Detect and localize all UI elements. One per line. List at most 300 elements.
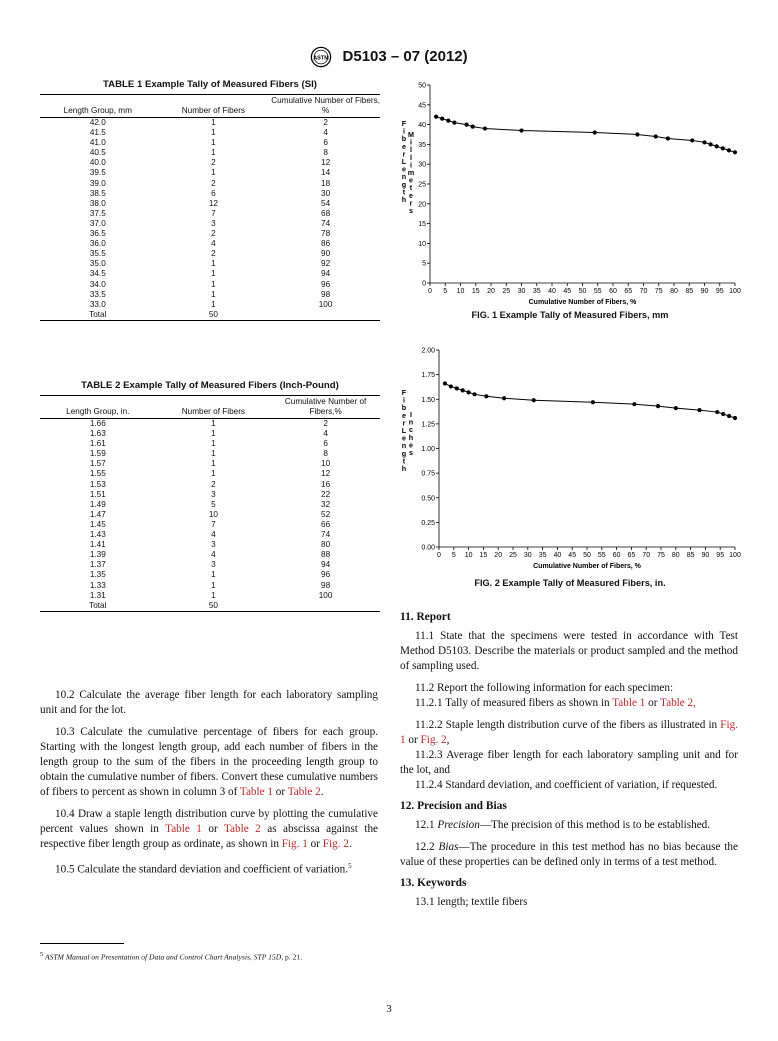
y-tick-label: 0.00 [421,544,435,552]
figure-2-chart [395,343,745,569]
cumulative-cell: 98 [321,580,331,590]
link-table-1[interactable]: Table 1 [239,786,273,798]
x-tick-label: 60 [612,552,621,559]
count-cell: 1 [211,148,216,158]
link-fig-2[interactable]: Fig. 2 [322,838,349,850]
y-axis-label-char: e [409,190,413,200]
count-cell: 1 [211,289,216,299]
x-tick-label: 80 [670,288,678,295]
paragraph-12-2-term: Bias [438,841,459,853]
data-point [656,404,660,408]
length-cell: 1.55 [89,469,106,479]
count-cell: 1 [211,429,216,439]
data-point [467,390,471,394]
data-point [465,123,469,127]
link-table-2[interactable]: Table 2 [223,823,261,835]
x-tick-label: 15 [479,552,488,559]
page-header [0,46,778,68]
length-cell: 39.0 [89,178,106,188]
cumulative-cell: 32 [321,499,331,509]
table-row [40,128,380,138]
length-cell: 34.5 [89,269,106,279]
data-point [502,396,506,400]
text-period: . [348,838,352,850]
x-axis-label: Cumulative Number of Fibers, % [533,563,641,570]
table-row [40,591,380,601]
paragraph-10-5-text: 10.5 Calculate the standard deviation and coefficient of variation. [55,863,349,876]
table-2-header-length: Length Group, in. [40,396,156,419]
count-cell: 1 [211,449,216,459]
count-cell: 1 [211,570,216,580]
table-row [40,530,380,540]
x-tick-label: 45 [568,552,577,559]
x-axis-label: Cumulative Number of Fibers, % [528,299,637,306]
paragraph-11-2-text: 11.2 Report the following information for each specimen: [415,682,674,694]
table-1-block [40,79,380,321]
count-cell: 1 [211,259,216,269]
length-cell: 1.39 [89,550,106,560]
x-tick-label: 75 [657,552,665,559]
x-tick-label: 65 [627,552,636,559]
length-cell: 1.31 [89,590,106,600]
count-cell: 1 [211,269,216,279]
x-tick-label: 50 [583,552,591,559]
length-cell: 35.5 [89,249,106,259]
y-tick-label: 0.50 [421,495,435,503]
data-series-line [445,383,735,417]
y-axis-label-char: l [410,152,412,162]
cumulative-cell: 12 [321,469,331,479]
count-cell: 4 [211,550,216,560]
length-cell: 1.47 [89,509,106,519]
y-tick-label: 50 [418,82,426,90]
y-axis-label-char: F [401,388,407,397]
y-axis-label-char: b [401,403,407,413]
y-tick-label: 45 [418,102,426,110]
table-row [40,239,380,249]
data-point [446,119,450,123]
cumulative-cell: 30 [321,188,331,198]
cumulative-cell: 18 [321,178,331,188]
svg-text:ASTM: ASTM [313,55,330,62]
table-1-body [40,118,380,321]
y-axis-label-char: m [407,168,415,177]
y-axis-label-char: r [402,418,406,428]
y-axis-label-char: g [401,179,407,189]
link-table-2[interactable]: Table 2 [660,697,694,709]
x-tick-label: 40 [553,552,562,559]
cumulative-cell: 86 [321,239,331,249]
x-tick-label: 0 [437,552,441,559]
paragraph-11-2 [400,681,738,696]
x-tick-label: 5 [451,552,456,559]
table-row [40,199,380,209]
table-row [40,469,380,479]
footnote-number: 5 [40,951,44,958]
y-axis-label-char: i [403,395,405,405]
cumulative-cell: 96 [321,279,331,289]
cumulative-cell: 78 [321,229,331,239]
x-tick-label: 95 [716,552,725,559]
data-point [690,138,694,142]
cumulative-cell: 8 [323,449,328,459]
length-cell: 39.5 [89,168,106,178]
table-2-header-cumulative: Cumulative Number of Fibers,% [271,396,380,419]
cumulative-cell: 2 [323,118,328,127]
cumulative-cell: 2 [323,419,328,428]
paragraph-12-2 [400,840,738,870]
link-table-1[interactable]: Table 1 [165,823,202,835]
data-point [440,117,444,121]
y-axis-label-char: b [401,134,407,144]
data-point [455,386,459,390]
data-point [472,392,476,396]
text-comma: , [446,734,450,746]
paragraph-12-1-number: 12.1 [415,819,438,831]
cumulative-cell: 10 [321,459,331,469]
y-tick-label: 0 [422,280,426,288]
y-tick-label: 15 [418,221,426,229]
text-period: . [320,786,324,798]
paragraph-12-2-text: —The procedure in this test method has no bias because the value of these properties can be defined only in terms of a test method. [400,841,738,868]
y-axis-label-char: e [402,410,406,420]
cumulative-cell: 8 [323,148,328,158]
length-cell: 1.45 [89,519,106,529]
x-tick-label: 100 [729,552,741,559]
y-tick-label: 10 [418,240,426,248]
cumulative-cell: 16 [321,479,331,489]
paragraph-12-1-text: —The precision of this method is to be established. [479,819,711,831]
x-tick-label: 75 [654,288,663,295]
length-cell: 1.35 [89,570,106,580]
y-axis-label-char: n [408,417,414,427]
table-row [40,179,380,189]
count-cell: 1 [211,138,216,148]
text-or: or [201,823,224,835]
x-tick-label: 25 [502,288,511,295]
count-cell: 7 [211,208,216,218]
y-axis-label-char: s [409,448,413,457]
link-table-1[interactable]: Table 1 [612,697,646,709]
x-tick-label: 70 [642,552,651,559]
cumulative-cell: 94 [321,560,331,570]
y-axis-label-char: i [410,137,412,147]
paragraph-11-2-2-text: 11.2.2 Staple length distribution curve of the fibers as illustrated in [415,719,721,731]
data-point [715,144,719,148]
length-cell: 38.5 [89,188,106,198]
table-row [40,429,380,439]
y-axis-label-char: t [402,456,406,466]
data-point [674,406,678,410]
y-tick-label: 35 [418,141,426,149]
length-cell: 40.0 [89,158,106,168]
y-axis-label-char: e [402,433,406,443]
count-cell: 1 [211,128,216,138]
table-total-row [40,601,380,612]
length-cell: 36.5 [89,229,106,239]
table-row [40,118,380,129]
count-cell: 1 [211,299,216,309]
paragraph-13-1-text: 13.1 length; textile fibers [415,896,528,908]
cumulative-cell: 100 [318,590,333,600]
data-point [461,388,465,392]
table-2 [40,395,380,612]
length-cell: 33.5 [89,289,106,299]
cumulative-cell: 80 [321,540,331,550]
cumulative-cell: 4 [323,128,328,138]
y-axis-label-char: e [402,141,406,151]
table-row [40,510,380,520]
count-cell: 2 [211,158,216,168]
table-row [40,290,380,300]
paragraph-12-1 [400,818,738,833]
x-tick-label: 55 [597,552,606,559]
data-point [635,132,639,136]
link-fig-1[interactable]: Fig. 1 [281,838,308,850]
length-cell: 35.0 [89,259,106,269]
paragraph-10-4-text: 10.4 Draw a staple length distribution curve by plotting the cumulative percent values shown in [40,808,378,835]
link-fig-1[interactable]: Fig. 1 [400,719,738,746]
x-tick-label: 10 [456,288,465,295]
footnote-rule [40,943,124,944]
table-row [40,219,380,229]
count-cell: 10 [208,509,218,519]
x-tick-label: 30 [523,552,532,559]
length-cell: 37.5 [89,208,106,218]
count-cell: 7 [211,519,216,529]
table-1-header-length: Length Group, mm [40,95,156,118]
cumulative-cell: 74 [321,530,331,540]
length-cell: 38.0 [89,198,106,208]
length-cell: 1.57 [89,459,106,469]
y-axis-label-char: g [401,448,407,458]
data-point [721,146,725,150]
table-row [40,581,380,591]
count-cell: 3 [211,560,216,570]
data-point [452,121,456,125]
length-cell: 40.5 [89,148,106,158]
length-cell: 1.41 [89,540,106,550]
x-tick-label: 50 [578,288,587,295]
text-or: or [645,697,661,709]
data-point [666,136,670,140]
length-cell: 34.0 [89,279,106,289]
cumulative-cell: 88 [321,550,331,560]
length-cell: 1.53 [89,479,106,489]
x-tick-label: 35 [532,288,541,295]
cumulative-cell: 12 [321,158,331,168]
x-tick-label: 55 [593,288,602,295]
paragraph-11-2-4-text: 11.2.4 Standard deviation, and coefficient of variation, if requested. [415,779,718,791]
section-11-heading: 11. Report [400,611,451,623]
x-tick-label: 20 [487,288,495,295]
y-axis-label-char: L [401,426,407,435]
paragraph-11-2-1-text: 11.2.1 Tally of measured fibers as shown in [415,697,613,709]
link-table-2[interactable]: Table 2 [287,786,321,798]
length-cell: 1.66 [89,419,106,428]
length-cell: 41.0 [89,138,106,148]
paragraph-11-2-2 [400,718,738,748]
x-tick-label: 60 [609,288,617,295]
table-row [40,280,380,290]
table-row [40,570,380,580]
x-tick-label: 80 [671,552,680,559]
y-axis-label-char: M [408,130,414,139]
x-tick-label: 90 [701,552,710,559]
text-or: or [307,838,323,850]
cumulative-cell: 4 [323,429,328,439]
cumulative-cell: 68 [321,208,331,218]
cumulative-cell: 14 [321,168,331,178]
x-tick-label: 70 [639,288,648,295]
count-cell: 2 [211,479,216,489]
data-point [484,394,488,398]
astm-logo-icon [310,46,332,68]
y-axis-label-char: i [410,160,412,170]
y-tick-label: 2.00 [421,347,435,355]
figure-1-caption: FIG. 1 Example Tally of Measured Fibers, mm [471,310,669,320]
table-row [40,269,380,279]
table-2-header-number: Number of Fibers [156,396,272,419]
table-2-block [40,380,380,612]
cumulative-cell: 6 [323,439,328,449]
paragraph-11-2-1 [400,696,738,711]
table-row [40,480,380,490]
table-row [40,520,380,530]
y-axis-label-char: e [409,440,413,450]
data-point [697,408,701,412]
length-cell: 1.49 [89,499,106,509]
table-row [40,148,380,158]
footnote [40,950,378,963]
length-cell: 1.63 [89,429,106,439]
y-axis-label-char: h [408,432,414,442]
table-row [40,300,380,310]
y-axis-label-char: r [402,149,406,159]
table-row [40,259,380,269]
cumulative-cell: 94 [321,269,331,279]
x-tick-label: 85 [685,288,694,295]
paragraph-12-2-number: 12.2 [415,841,439,853]
y-axis-label-char: L [401,157,407,166]
length-cell: 1.59 [89,449,106,459]
text-or: or [405,734,421,746]
paragraph-11-2-3 [400,748,738,778]
y-axis-label-char: c [409,425,413,435]
paragraph-13-1 [400,895,738,910]
paragraph-10-2 [40,688,378,718]
paragraph-10-4-text-cont: as abscissa against the respective fiber length group as ordinate, as shown in [40,823,379,850]
data-point [702,140,706,144]
length-cell: 36.0 [89,239,106,249]
cumulative-cell: 66 [321,519,331,529]
table-row [40,439,380,449]
table-row [40,540,380,550]
y-axis-label-char: h [401,464,407,473]
y-tick-label: 20 [418,201,426,209]
count-cell: 3 [211,218,216,228]
x-tick-label: 15 [471,288,480,295]
y-axis-label-char: s [409,206,413,215]
y-axis-label-char: i [403,126,405,136]
y-tick-label: 5 [422,260,426,268]
footnote-marker: 5 [348,862,352,870]
y-tick-label: 0.25 [421,519,435,527]
paragraph-11-1 [400,629,738,674]
table-row [40,500,380,510]
y-axis-label-char: t [402,187,406,197]
count-cell: 2 [211,178,216,188]
x-tick-label: 95 [715,288,724,295]
y-tick-label: 1.00 [421,446,435,453]
paragraph-10-5 [40,859,378,878]
count-cell: 4 [211,239,216,249]
count-cell: 1 [211,168,216,178]
paragraph-11-2-3-text: 11.2.3 Average fiber length for each laboratory sampling unit and for the lot, and [400,749,738,776]
x-tick-label: 85 [686,552,695,559]
table-row [40,449,380,459]
data-point [709,142,713,146]
length-cell: 1.43 [89,530,106,540]
table-row [40,138,380,148]
y-axis-label-char: n [401,172,407,182]
data-point [434,115,438,119]
data-point [532,398,536,402]
x-tick-label: 35 [538,552,547,559]
document-designation: D5103 – 07 (2012) [342,47,468,65]
table-row [40,168,380,178]
count-cell: 12 [208,198,218,208]
data-series-line [436,117,735,153]
table-1-title: TABLE 1 Example Tally of Measured Fibers (SI) [103,79,317,90]
table-row [40,419,380,430]
x-tick-label: 45 [563,288,572,295]
count-cell: 50 [156,601,272,612]
length-cell: Total [40,601,156,612]
link-fig-2[interactable]: Fig. 2 [420,734,447,746]
y-tick-label: 30 [418,161,426,169]
length-cell: 33.0 [89,299,106,309]
text-or: or [272,786,288,798]
length-cell: 1.61 [89,439,106,449]
x-tick-label: 10 [464,552,473,559]
count-cell: 3 [211,489,216,499]
y-axis-label-char: r [409,198,413,208]
y-axis-label-char: e [402,164,406,174]
data-point [727,414,731,418]
count-cell: 50 [156,310,272,321]
count-cell: 4 [211,530,216,540]
count-cell: 5 [211,499,216,509]
count-cell: 1 [211,439,216,449]
y-tick-label: 40 [418,122,426,130]
count-cell: 2 [211,249,216,259]
length-cell: 37.0 [89,218,106,228]
data-point [727,148,731,152]
data-point [483,126,487,130]
count-cell: 2 [211,229,216,239]
data-point [715,410,719,414]
table-row [40,158,380,168]
x-tick-label: 20 [494,552,503,559]
count-cell: 1 [211,118,216,127]
paragraph-12-1-term: Precision [437,819,480,831]
table-row [40,189,380,199]
y-axis-label-char: n [401,441,407,451]
figure-2-caption: FIG. 2 Example Tally of Measured Fibers, in. [474,578,666,588]
x-tick-label: 40 [548,288,556,295]
table-1-header-number: Number of Fibers [156,95,272,118]
